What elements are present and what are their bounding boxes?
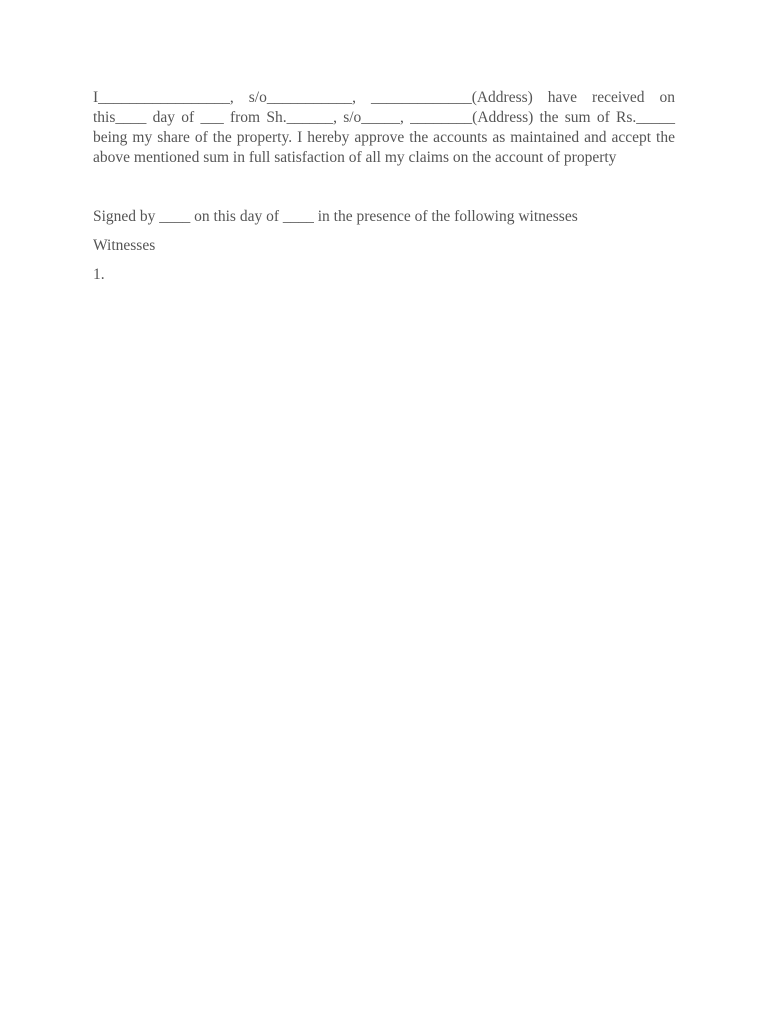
signed-by-line: Signed by ____ on this day of ____ in the presence of the following witnesses bbox=[93, 208, 578, 225]
document-body bbox=[93, 88, 675, 285]
receipt-paragraph: I_________________, s/o___________, _____________(Address) have received on this____ day of ___ from Sh.______, s/o_____, ________(Address) the sum of Rs._____ being my share of the property. I hereby approve the accounts as maintained and accept the above mentioned sum in full satisfaction of all my claims on the account of property bbox=[93, 89, 675, 166]
witness-item-1: 1. bbox=[93, 266, 105, 283]
witnesses-heading: Witnesses bbox=[93, 237, 156, 254]
